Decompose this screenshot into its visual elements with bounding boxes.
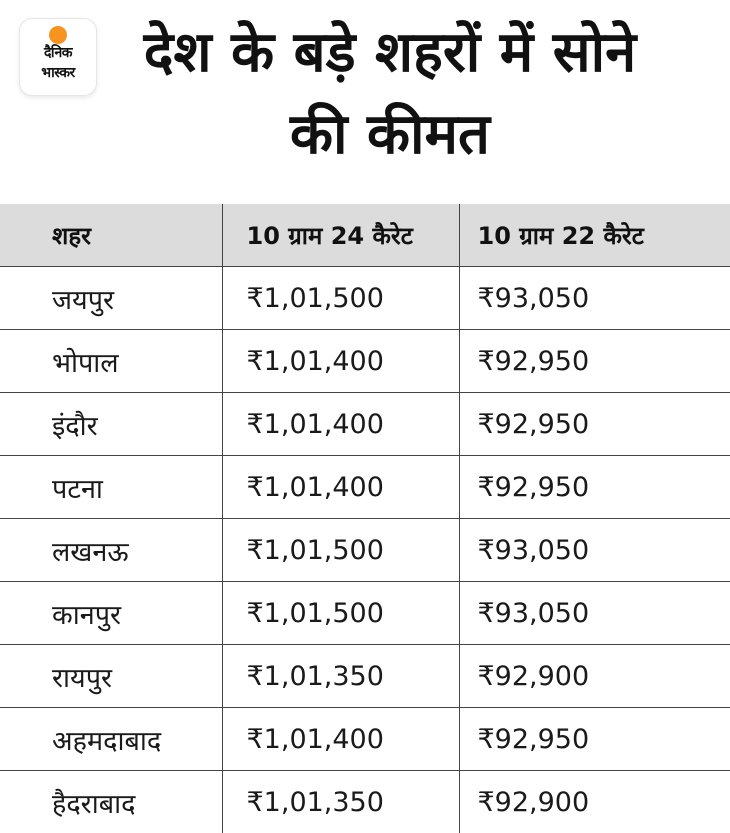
price-24k-cell: ₹1,01,400 — [222, 393, 459, 456]
price-22k-cell: ₹92,950 — [459, 393, 730, 456]
city-cell: लखनऊ — [0, 519, 222, 582]
table-row — [0, 708, 730, 771]
column-header-22-carat: 10 ग्राम 22 कैरेट — [459, 204, 730, 267]
city-cell: अहमदाबाद — [0, 708, 222, 771]
table-row — [0, 519, 730, 582]
price-24k-cell: ₹1,01,400 — [222, 330, 459, 393]
price-24k-cell: ₹1,01,500 — [222, 267, 459, 330]
table-row — [0, 330, 730, 393]
city-cell: हैदराबाद — [0, 771, 222, 833]
gold-price-table — [0, 204, 730, 833]
city-cell: इंदौर — [0, 393, 222, 456]
page-title: देश के बड़े शहरों में सोने की कीमत — [110, 12, 670, 176]
price-22k-cell: ₹92,900 — [459, 645, 730, 708]
city-cell: कानपुर — [0, 582, 222, 645]
price-22k-cell: ₹93,050 — [459, 267, 730, 330]
price-24k-cell: ₹1,01,400 — [222, 708, 459, 771]
price-22k-cell: ₹92,950 — [459, 456, 730, 519]
table-row — [0, 771, 730, 833]
dainik-bhaskar-logo — [20, 19, 96, 95]
sun-icon — [49, 26, 67, 44]
price-22k-cell: ₹92,950 — [459, 708, 730, 771]
price-24k-cell: ₹1,01,350 — [222, 645, 459, 708]
price-22k-cell: ₹92,950 — [459, 330, 730, 393]
city-cell: रायपुर — [0, 645, 222, 708]
table-row — [0, 393, 730, 456]
column-header-24-carat: 10 ग्राम 24 कैरेट — [222, 204, 459, 267]
table-row — [0, 267, 730, 330]
logo-text-line-1: दैनिक — [20, 45, 96, 61]
price-24k-cell: ₹1,01,500 — [222, 519, 459, 582]
table-row — [0, 582, 730, 645]
page-header — [0, 0, 730, 200]
price-22k-cell: ₹93,050 — [459, 519, 730, 582]
price-24k-cell: ₹1,01,400 — [222, 456, 459, 519]
table-header-row — [0, 204, 730, 267]
price-24k-cell: ₹1,01,350 — [222, 771, 459, 833]
logo-text-line-2: भास्कर — [20, 65, 96, 81]
city-cell: भोपाल — [0, 330, 222, 393]
price-22k-cell: ₹92,900 — [459, 771, 730, 833]
table-row — [0, 645, 730, 708]
city-cell: पटना — [0, 456, 222, 519]
price-24k-cell: ₹1,01,500 — [222, 582, 459, 645]
table-row — [0, 456, 730, 519]
city-cell: जयपुर — [0, 267, 222, 330]
column-header-city: शहर — [0, 204, 222, 267]
price-22k-cell: ₹93,050 — [459, 582, 730, 645]
